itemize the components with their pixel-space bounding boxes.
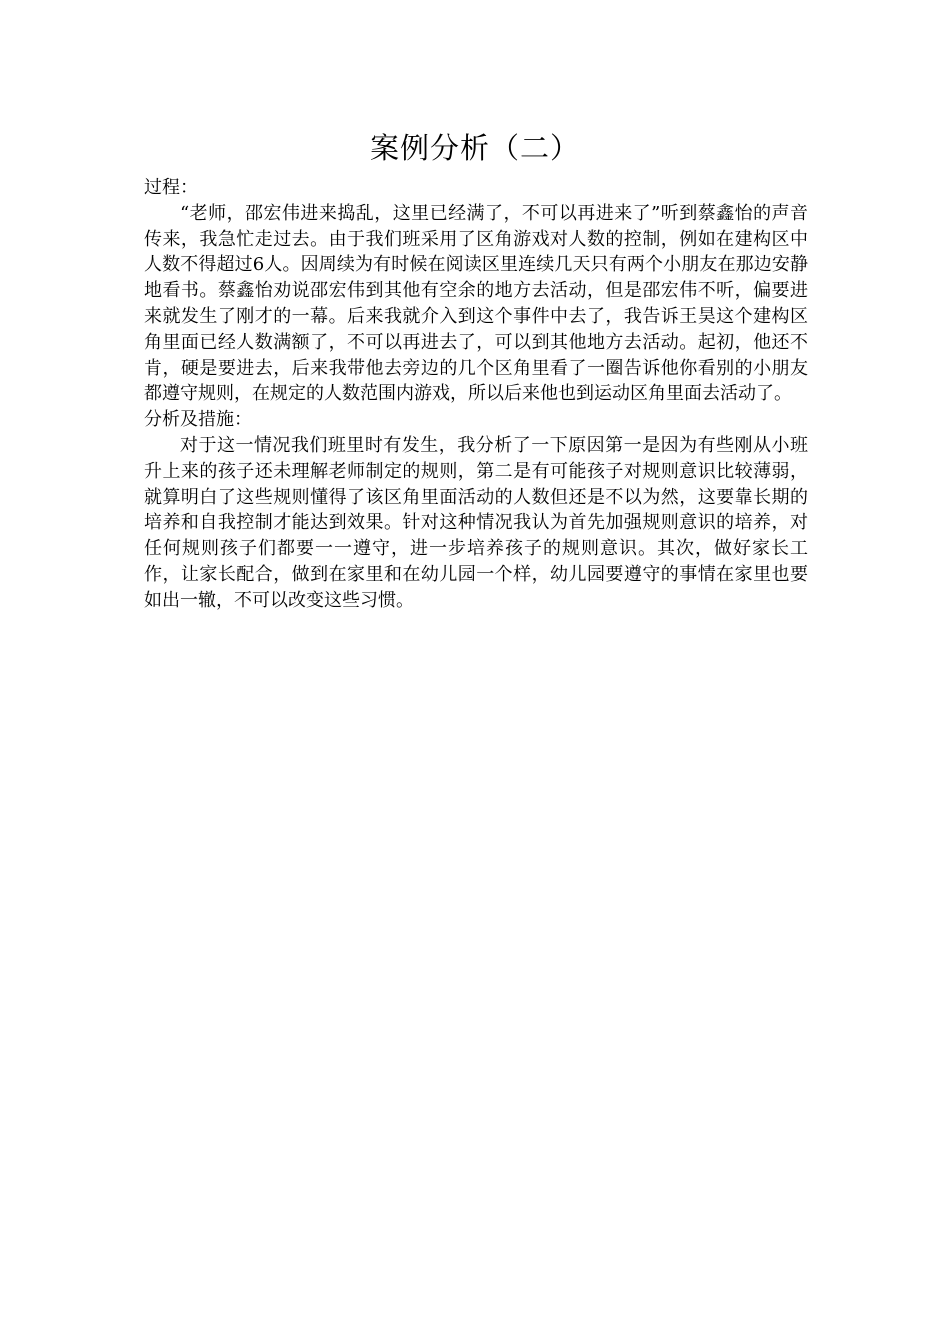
section-paragraph-process: “老师，邵宏伟进来捣乱，这里已经满了，不可以再进来了”听到蔡鑫怡的声音传来，我急忙走过去。由于我们班采用了区角游戏对人数的控制，例如在建构区中人数不得超过6人。因周续为有时候在阅读区里连续几天只有两个小朋友在那边安静地看书。蔡鑫怡劝说邵宏伟到其他有空余的地方去活动，但是邵宏伟不听，偏要进来就发生了刚才的一幕。后来我就介入到这个事件中去了，我告诉王昊这个建构区角里面已经人数满额了，不可以再进去了，可以到其他地方去活动。起初，他还不肯，硬是要进去，后来我带他去旁边的几个区角里看了一圈告诉他你看别的小朋友都遵守规则，在规定的人数范围内游戏，所以后来他也到运动区角里面去活动了。 (144, 202, 808, 405)
document-body (144, 175, 808, 614)
section-heading-analysis: 分析及措施： (144, 409, 252, 431)
section-paragraph-analysis: 对于这一情况我们班里时有发生，我分析了一下原因第一是因为有些刚从小班升上来的孩子还未理解老师制定的规则，第二是有可能孩子对规则意识比较薄弱，就算明白了这些规则懂得了该区角里面活动的人数但还是不以为然，这要靠长期的培养和自我控制才能达到效果。针对这种情况我认为首先加强规则意识的培养，对任何规则孩子们都要一一遵守，进一步培养孩子的规则意识。其次，做好家长工作，让家长配合，做到在家里和在幼儿园一个样，幼儿园要遵守的事情在家里也要如出一辙，不可以改变这些习惯。 (144, 434, 808, 611)
document-title: 案例分析（二） (369, 131, 580, 165)
section-heading-process: 过程： (144, 177, 198, 198)
